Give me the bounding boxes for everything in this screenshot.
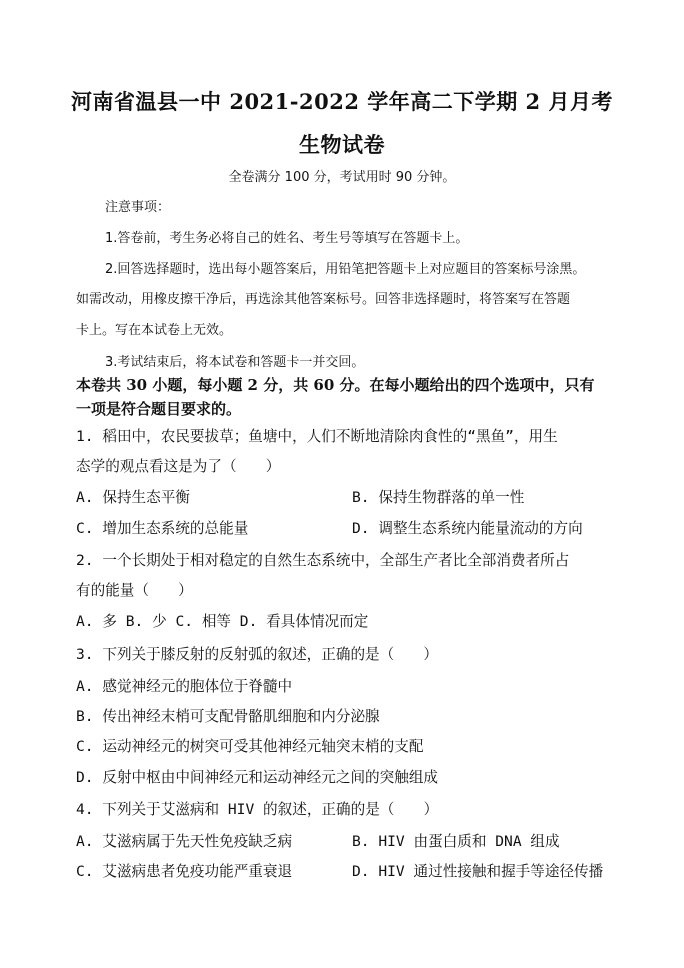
question-1-option-c: C. 增加生态系统的总能量 <box>76 520 249 537</box>
question-2-options: A. 多 B. 少 C. 相等 D. 看具体情况而定 <box>76 613 369 630</box>
question-3-option-b: B. 传出神经末梢可支配骨骼肌细胞和内分泌腺 <box>76 708 380 725</box>
question-2-stem-line1: 2. 一个长期处于相对稳定的自然生态系统中，全部生产者比全部消费者所占 <box>76 552 570 569</box>
question-3-option-a: A. 感觉神经元的胞体位于脊髓中 <box>76 678 293 695</box>
question-4-stem: 4. 下列关于艾滋病和 HIV 的叙述，正确的是（ ） <box>76 801 439 818</box>
exam-title-line1: 河南省温县一中 2021-2022 学年高二下学期 2 月月考 <box>71 89 613 114</box>
question-2-stem-line2: 有的能量（ ） <box>76 582 193 599</box>
question-3-option-d: D. 反射中枢由中间神经元和运动神经元之间的突触组成 <box>76 769 439 786</box>
notes-heading: 注意事项： <box>105 200 171 215</box>
question-4-option-a: A. 艾滋病属于先天性免疫缺乏病 <box>76 833 293 850</box>
exam-title-line2: 生物试卷 <box>299 132 385 157</box>
note-item-2-line2: 如需改动，用橡皮擦干净后，再选涂其他答案标号。回答非选择题时，将答案写在答题 <box>76 292 571 307</box>
section-instruction-line2: 一项是符合题目要求的。 <box>76 400 242 418</box>
exam-subtitle: 全卷满分 100 分，考试用时 90 分钟。 <box>228 170 456 185</box>
question-1-option-a: A. 保持生态平衡 <box>76 489 190 506</box>
question-4-option-d: D. HIV 通过性接触和握手等途径传播 <box>352 863 604 880</box>
note-item-1: 1.答卷前，考生务必将自己的姓名、考生号等填写在答题卡上。 <box>105 231 469 246</box>
note-item-2-line3: 卡上。写在本试卷上无效。 <box>76 323 233 338</box>
question-1-stem-line1: 1. 稻田中，农民要拔草；鱼塘中，人们不断地清除肉食性的“黑鱼”，用生 <box>76 428 558 445</box>
question-4-option-b: B. HIV 由蛋白质和 DNA 组成 <box>352 833 560 850</box>
question-4-option-c: C. 艾滋病患者免疫功能严重衰退 <box>76 863 293 880</box>
question-3-stem: 3. 下列关于膝反射的反射弧的叙述，正确的是（ ） <box>76 646 439 663</box>
section-instruction-line1: 本卷共 30 小题，每小题 2 分，共 60 分。在每小题给出的四个选项中，只有 <box>76 376 595 394</box>
question-1-stem-line2: 态学的观点看这是为了（ ） <box>76 458 281 475</box>
note-item-2-line1: 2.回答选择题时，选出每小题答案后，用铅笔把答题卡上对应题目的答案标号涂黑。 <box>105 262 586 277</box>
question-1-option-d: D. 调整生态系统内能量流动的方向 <box>352 520 583 537</box>
note-item-3: 3.考试结束后，将本试卷和答题卡一并交回。 <box>105 355 365 370</box>
question-3-option-c: C. 运动神经元的树突可受其他神经元轴突末梢的支配 <box>76 738 424 755</box>
question-1-option-b: B. 保持生物群落的单一性 <box>352 489 525 506</box>
